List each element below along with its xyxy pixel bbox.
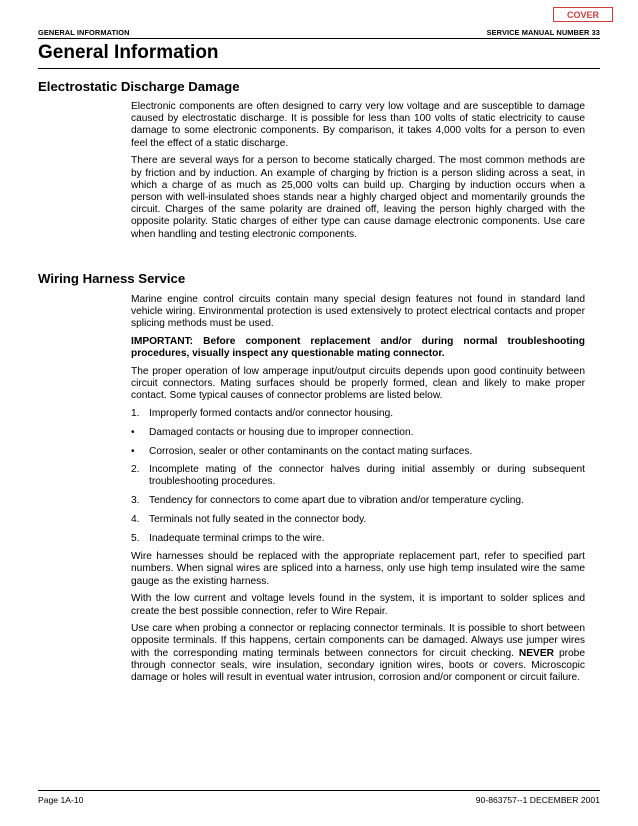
list-item bbox=[131, 464, 585, 488]
list-item bbox=[131, 514, 585, 526]
list-marker: • bbox=[131, 426, 135, 438]
list-marker: • bbox=[131, 445, 135, 457]
list-item bbox=[131, 533, 585, 545]
list-marker: 5. bbox=[131, 532, 140, 544]
section-body-wiring bbox=[131, 294, 585, 684]
list-item bbox=[131, 446, 585, 458]
header-manual-number: SERVICE MANUAL NUMBER 33 bbox=[486, 28, 600, 37]
list-item-text: Corrosion, sealer or other contaminants on the contact mating surfaces. bbox=[149, 445, 473, 457]
list-item bbox=[131, 408, 585, 420]
never-emphasis: NEVER bbox=[518, 647, 555, 659]
paragraph: Electronic components are often designed to carry very low voltage and are susceptible to damage caused by electrostatic discharge. It is possible for less than 100 volts of static electricity to cause damage to some electronic components. By comparison, it takes 4,000 volts for a person to even feel the effect of a static discharge. bbox=[131, 101, 585, 149]
paragraph bbox=[131, 623, 585, 684]
list-item-text: Inadequate terminal crimps to the wire. bbox=[149, 532, 325, 544]
title-rule bbox=[38, 68, 600, 69]
list-item bbox=[131, 495, 585, 507]
list-item-text: Incomplete mating of the connector halves during initial assembly or during subsequent troubleshooting procedures. bbox=[149, 464, 585, 488]
paragraph: Marine engine control circuits contain many special design features not found in standard land vehicle wiring. Environmental protection is used extensively to protect electrical contacts and proper splicing methods must be used. bbox=[131, 294, 585, 330]
paragraph: The proper operation of low amperage input/output circuits depends upon good continuity between circuit connectors. Mating surfaces should be properly formed, clean and likely to make proper contact. Some typical causes of connector problems are listed below. bbox=[131, 366, 585, 402]
footer-doc-number: 90-863757--1 DECEMBER 2001 bbox=[475, 795, 600, 805]
list-marker: 4. bbox=[131, 513, 140, 525]
footer-page-number: Page 1A-10 bbox=[38, 795, 84, 805]
section-title-wiring: Wiring Harness Service bbox=[38, 271, 186, 286]
paragraph: There are several ways for a person to become statically charged. The most common methods are by friction and by induction. An example of charging by friction is a person sliding across a seat, in which a charge of as much as 25,000 volts can build up. Charging by induction occurs when a person with well-insulated shoes stands near a highly charged object and momentarily grounds the circuit. Charges of the same polarity are drained off, leaving the person highly charged with the opposite polarity. Static charges of either type can cause damage electronic components. Use care when handling and testing electronic components. bbox=[131, 155, 585, 240]
list-item-text: Terminals not fully seated in the connector body. bbox=[149, 513, 367, 525]
header-rule bbox=[38, 38, 600, 39]
paragraph: Wire harnesses should be replaced with the appropriate replacement part, refer to specified part numbers. When signal wires are spliced into a harness, only use high temp insulated wire the same gauge as the existing harness. bbox=[131, 551, 585, 587]
footer-rule bbox=[38, 790, 600, 791]
cover-button[interactable]: COVER bbox=[553, 7, 613, 22]
page-title: General Information bbox=[38, 42, 219, 63]
section-body-electrostatic bbox=[131, 101, 585, 241]
connector-problem-list bbox=[131, 408, 585, 545]
list-marker: 2. bbox=[131, 464, 140, 476]
paragraph: With the low current and voltage levels found in the system, it is important to solder splices and create the best possible connection, refer to Wire Repair. bbox=[131, 593, 585, 617]
list-item bbox=[131, 427, 585, 439]
important-note: IMPORTANT: Before component replacement and/or during normal troubleshooting procedures, visually inspect any questionable mating connector. bbox=[131, 336, 585, 360]
paragraph-text: Use care when probing a connector or replacing connector terminals. It is possible to short between opposite terminals. If this happens, certain components can be damaged. Always use jumper wires with the corresponding mating terminals between connectors for circuit checking. bbox=[131, 623, 585, 659]
paragraph-text: probe through connector seals, wire insulation, secondary ignition wires, boots or covers. Microscopic damage or holes will result in eventual water intrusion, corrosion and/or component or circuit failure. bbox=[131, 647, 585, 684]
list-marker: 1. bbox=[131, 408, 140, 420]
section-title-electrostatic: Electrostatic Discharge Damage bbox=[38, 79, 240, 94]
list-item-text: Improperly formed contacts and/or connector housing. bbox=[149, 408, 394, 420]
header-section-name: GENERAL INFORMATION bbox=[38, 28, 130, 37]
list-item-text: Damaged contacts or housing due to improper connection. bbox=[149, 426, 414, 438]
list-marker: 3. bbox=[131, 495, 140, 507]
list-item-text: Tendency for connectors to come apart due to vibration and/or temperature cycling. bbox=[149, 495, 524, 507]
